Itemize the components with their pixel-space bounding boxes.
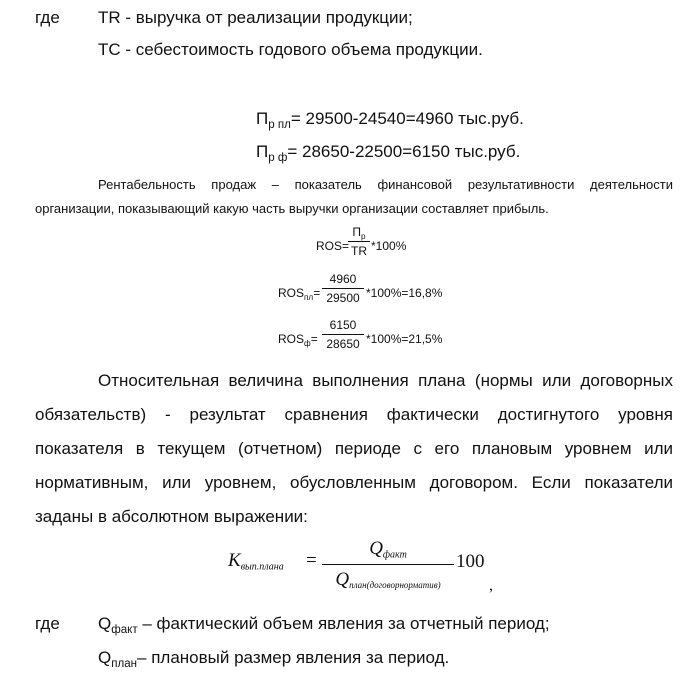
profit-fact-sub: р ф (268, 152, 288, 165)
relative-line-3: показателя в текущем (отчетном) периоде с его плановым уровнем или (35, 439, 673, 458)
profit-fact-line (256, 142, 521, 165)
relative-line-4: нормативным, или уровнем, обусловленным договором. Если показатели (35, 473, 673, 492)
ros-fact-denominator: 28650 (326, 337, 360, 351)
ros-formula-lhs: ROS= (316, 239, 350, 253)
ros-plan-numerator: 4960 (329, 272, 357, 286)
k-formula-multiplier: 100 (456, 551, 485, 572)
relative-line-5: заданы в абсолютном выражении: (35, 507, 308, 526)
fraction-bar (322, 564, 454, 565)
ros-fact-lhs: $ROS_ф=$ (278, 332, 318, 348)
ros-formula-numerator: $П_р$ (352, 225, 366, 241)
profit-plan-symbol: П (256, 109, 269, 128)
ros-plan-denominator: 29500 (326, 291, 360, 305)
ros-definition-line-2: организации, показывающий какую часть выручки организации составляет прибыль. (35, 201, 549, 216)
profit-plan-sub: р пл (268, 119, 291, 132)
k-formula-numerator: $Q_{факт}$ (369, 538, 407, 561)
tc-definition: TC - себестоимость годового объема продукции. (98, 40, 483, 59)
relative-line-2: обязательств) - результат сравнения фактически достигнутого уровня (35, 405, 673, 424)
where-label-1: где (35, 8, 60, 27)
ros-plan-fraction (322, 270, 364, 307)
tr-definition: TR - выручка от реализации продукции; (98, 8, 413, 27)
where-label-2: где (35, 614, 60, 633)
ros-fact-tail: *100%=21,5% (366, 332, 443, 346)
k-formula-eq: = (306, 550, 317, 571)
ros-plan-lhs: $ROS_{пл}=$ (278, 286, 321, 302)
ros-fact-numerator: 6150 (329, 318, 357, 332)
profit-fact-expr: = 28650-22500=6150 тыс.руб. (287, 142, 521, 161)
k-formula-denominator: $Q_{план(договорнорматив)}$ (335, 569, 441, 591)
k-formula-fraction (322, 536, 454, 593)
ros-definition-line-1: Рентабельность продаж – показатель финансовой результативности деятельности (98, 177, 673, 192)
k-formula-lhs: $K_{вып.плана}$ (228, 550, 284, 573)
ros-formula-denominator: TR (351, 244, 367, 258)
profit-plan-expr: = 29500-24540=4960 тыс.руб. (290, 109, 524, 128)
ros-plan-tail: *100%=16,8% (366, 286, 443, 300)
ros-formula-fraction (348, 223, 370, 260)
profit-fact-symbol: П (256, 142, 269, 161)
q-fact-definition: $Q_{факт}$ – фактический объем явления за отчетный период; (98, 614, 550, 637)
q-plan-definition: $Q_{план}-$ плановый размер явления за период. (98, 648, 450, 671)
profit-plan-line (256, 109, 524, 132)
relative-line-1: Относительная величина выполнения плана (нормы или договорных (98, 371, 673, 390)
ros-formula-tail: *100% (371, 239, 407, 253)
ros-fact-fraction (322, 316, 364, 353)
k-formula-comma: , (489, 577, 493, 594)
